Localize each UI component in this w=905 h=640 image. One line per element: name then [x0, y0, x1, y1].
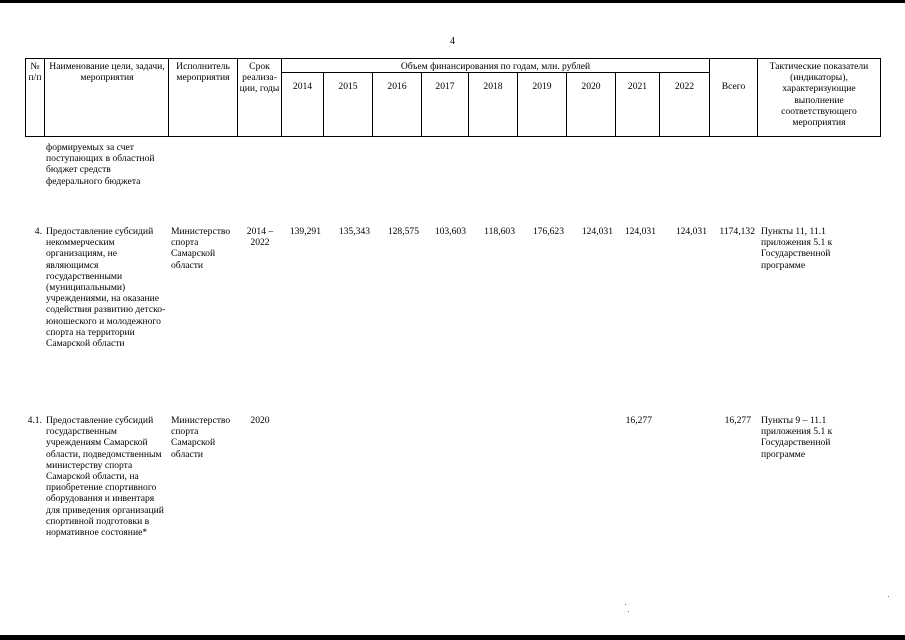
row-number: 4.1. — [27, 415, 42, 426]
row-name: Предоставление субсидий государственным учреждениям Самарской области, подведомственным министерству спорта Самарской области, на приобретение спортивного оборудования и инвентаря для приведения организаций спортивной подготовки в нормативное состояние* — [46, 415, 164, 539]
row-value: 139,291 — [289, 226, 321, 237]
header-year: 2014 — [292, 81, 313, 92]
row-executor: Министерство спорта Самарской области — [171, 415, 231, 460]
scan-speck — [628, 611, 629, 612]
scan-speck — [625, 604, 626, 605]
row-total: 1174,132 — [719, 226, 755, 237]
row-value: 118,603 — [484, 226, 515, 237]
header-year: 2019 — [532, 81, 552, 92]
row-number: 4. — [34, 226, 42, 237]
row-name: Предоставление субсидий некоммерческим организациям, не являющимся государственными (муниципальными) учреждениями, на оказание содействия развитию детско-юношеского и молодежного спорта на территории Самарской области — [46, 226, 166, 350]
row-value: 128,575 — [387, 226, 419, 237]
row-value: 135,343 — [338, 226, 370, 237]
row-value: 16,277 — [625, 415, 652, 426]
header-year: 2021 — [627, 81, 648, 92]
row-indicators: Пункты 9 – 11.1 приложения 5.1 к Государственной программе — [761, 415, 833, 460]
header-num: № п/п — [28, 61, 42, 84]
header-total: Всего — [721, 81, 746, 92]
row-indicators: Пункты 11, 11.1 приложения 5.1 к Государственной программе — [761, 226, 833, 271]
row-value: 124,031 — [581, 226, 613, 237]
header-year: 2022 — [674, 81, 695, 92]
row-executor: Министерство спорта Самарской области — [171, 226, 231, 271]
row-value: 124,031 — [624, 226, 656, 237]
header-year: 2020 — [581, 81, 601, 92]
header-top-rule — [25, 58, 880, 59]
col-border — [757, 58, 758, 137]
row-value: 124,031 — [675, 226, 707, 237]
col-border — [709, 58, 710, 137]
row-term: 2014 – 2022 — [246, 226, 274, 249]
header-executor: Исполнитель мероприятия — [176, 61, 230, 84]
continuation-text: формируемых за счет поступающих в областной бюджет средств федерального бюджета — [46, 142, 155, 187]
page-top-border — [0, 0, 905, 3]
scan-speck — [888, 596, 889, 597]
col-border — [880, 58, 881, 137]
row-term: 2020 — [250, 415, 270, 426]
row-value: 176,623 — [532, 226, 564, 237]
header-year: 2016 — [387, 81, 407, 92]
header-bottom-rule — [25, 136, 880, 137]
header-name: Наименование цели, задачи, мероприятия — [49, 61, 165, 84]
page-bottom-border — [0, 635, 905, 640]
header-year: 2015 — [338, 81, 358, 92]
col-border — [44, 58, 45, 137]
page-number: 4 — [450, 36, 455, 47]
header-indicators: Тактические показатели (индикаторы), характеризующие выполнение соответствующего мероприятия — [769, 61, 869, 129]
header-funding: Объем финансирования по годам, млн. рублей — [400, 61, 591, 72]
header-year: 2017 — [435, 81, 455, 92]
row-value: 103,603 — [434, 226, 466, 237]
header-year: 2018 — [483, 81, 503, 92]
row-total: 16,277 — [724, 415, 751, 426]
header-term: Срок реализа-ции, годы — [239, 61, 280, 95]
